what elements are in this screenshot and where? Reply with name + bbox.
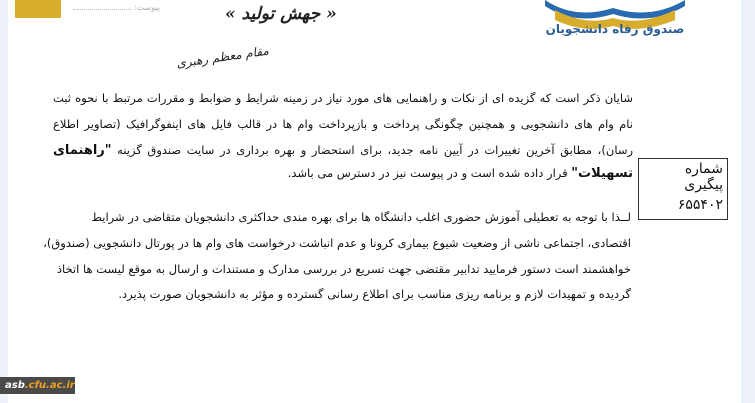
paragraph1-line bbox=[53, 143, 633, 158]
site-watermark-badge[interactable] bbox=[0, 377, 75, 394]
tracking-number-box bbox=[638, 158, 728, 220]
document-page bbox=[8, 0, 741, 403]
tracking-number: ۶۵۵۴۰۲ bbox=[677, 197, 723, 213]
tracking-label: شماره پیگیری bbox=[684, 161, 723, 193]
paragraph2-line: لــذا با توجه به تعطیلی آموزش حضوری اغلب دانشگاه ها برای بهره مندی حداکثری دانشجویان متقاضی در شرایط bbox=[91, 210, 631, 224]
paragraph1-line-text: رسان)، مطابق آخرین تغییرات در آیین نامه جدید، برای استحضار و بهره برداری در سایت صندوق گزینه bbox=[117, 143, 634, 157]
header-gold-block bbox=[15, 0, 61, 18]
paragraph1-line: شایان ذکر است که گزیده ای از نکات و راهنمایی های مورد نیاز در زمینه شرایط و ضوابط و مقررات مرتبط با نحوه ثبت bbox=[53, 91, 633, 105]
paragraph1-line-text: قرار داده شده است و در پیوست نیز در دسترس می باشد. bbox=[287, 166, 568, 180]
paragraph2-line: خواهشمند است دستور فرمایید تدابیر مقتضی جهت تسریع در بررسی مدارک و مستندات و ارسال به موقع لیست ها اتخاذ bbox=[56, 262, 631, 276]
paragraph1-line bbox=[287, 166, 633, 181]
paragraph1-line: نام وام های دانشجویی و همچنین چگونگی پرداخت و بازپرداخت وام ها در قالب فایل های اینفوگرافیک (تصاویر اطلاع bbox=[53, 117, 633, 131]
bold-term: تسهیلات" bbox=[571, 166, 633, 181]
paragraph2-line: گردیده و تمهیدات لازم و برنامه ریزی مناسب برای اطلاع رسانی گسترده و مؤثر به دانشجویان صورت پذیرد. bbox=[118, 287, 631, 301]
watermark-prefix: asb bbox=[5, 380, 25, 391]
attachment-label: پیوست: bbox=[133, 3, 160, 12]
bold-term: "راهنمای bbox=[53, 143, 112, 158]
logo-text: صندوق رفاه دانشجویان bbox=[545, 22, 685, 36]
watermark-suffix: .cfu.ac.ir bbox=[24, 380, 75, 391]
attachment-field bbox=[68, 3, 160, 12]
signature-text: مقام معظم رهبری bbox=[175, 43, 270, 71]
motto-heading: « جهش تولید » bbox=[225, 4, 337, 24]
paragraph2-line: اقتصادی، اجتماعی ناشی از وضعیت شیوع بیماری کرونا و عدم انباشت درخواست های وام ها در پورتال دانشجویی (صندوق)، bbox=[43, 236, 631, 250]
